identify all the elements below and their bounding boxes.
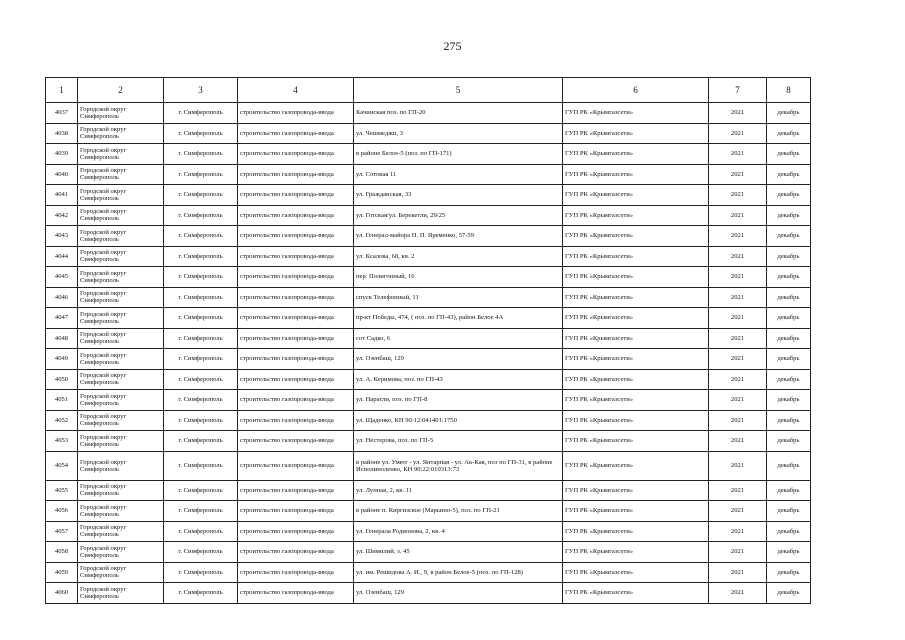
year-cell: 2021 [709, 583, 767, 604]
organization-cell: ГУП РК «Крымгазсети» [563, 451, 709, 480]
month-cell: декабрь [767, 542, 811, 563]
work-type-cell: строительство газопровода-ввода [238, 410, 354, 431]
address-cell: ул. Лунная, 2, кв. 11 [354, 480, 563, 501]
work-type-cell: строительство газопровода-ввода [238, 308, 354, 329]
address-cell: ул. Щаденко, КН 90:12:041401:1750 [354, 410, 563, 431]
month-cell: декабрь [767, 205, 811, 226]
work-type-cell: строительство газопровода-ввода [238, 369, 354, 390]
organization-cell: ГУП РК «Крымгазсети» [563, 583, 709, 604]
city-cell: г. Симферополь [164, 267, 238, 288]
year-cell: 2021 [709, 480, 767, 501]
organization-cell: ГУП РК «Крымгазсети» [563, 144, 709, 165]
city-cell: г. Симферополь [164, 226, 238, 247]
year-cell: 2021 [709, 349, 767, 370]
address-cell: ул. Генерала Родионова, 2, кв. 4 [354, 521, 563, 542]
month-cell: декабрь [767, 328, 811, 349]
row-number-cell: 4048 [46, 328, 78, 349]
year-cell: 2021 [709, 390, 767, 411]
organization-cell: ГУП РК «Крымгазсети» [563, 185, 709, 206]
month-cell: декабрь [767, 144, 811, 165]
month-cell: декабрь [767, 521, 811, 542]
work-type-cell: строительство газопровода-ввода [238, 390, 354, 411]
district-cell: Городской округ Симферополь [78, 164, 164, 185]
year-cell: 2021 [709, 308, 767, 329]
city-cell: г. Симферополь [164, 583, 238, 604]
organization-cell: ГУП РК «Крымгазсети» [563, 410, 709, 431]
column-header: 8 [767, 78, 811, 103]
table-row [46, 390, 811, 411]
table-row [46, 583, 811, 604]
row-number-cell: 4047 [46, 308, 78, 329]
table-row [46, 431, 811, 452]
column-header: 6 [563, 78, 709, 103]
city-cell: г. Симферополь [164, 185, 238, 206]
district-cell: Городской округ Симферополь [78, 123, 164, 144]
year-cell: 2021 [709, 431, 767, 452]
district-cell: Городской округ Симферополь [78, 308, 164, 329]
header-row [46, 78, 811, 103]
organization-cell: ГУП РК «Крымгазсети» [563, 267, 709, 288]
work-type-cell: строительство газопровода-ввода [238, 185, 354, 206]
address-cell: спуск Телефонный, 11 [354, 287, 563, 308]
column-header: 1 [46, 78, 78, 103]
district-cell: Городской округ Симферополь [78, 390, 164, 411]
district-cell: Городской округ Симферополь [78, 480, 164, 501]
row-number-cell: 4054 [46, 451, 78, 480]
table-row [46, 521, 811, 542]
organization-cell: ГУП РК «Крымгазсети» [563, 521, 709, 542]
table-row [46, 123, 811, 144]
page-number: 275 [443, 39, 462, 53]
row-number-cell: 4039 [46, 144, 78, 165]
column-header: 2 [78, 78, 164, 103]
month-cell: декабрь [767, 410, 811, 431]
row-number-cell: 4050 [46, 369, 78, 390]
work-type-cell: строительство газопровода-ввода [238, 349, 354, 370]
row-number-cell: 4045 [46, 267, 78, 288]
month-cell: декабрь [767, 431, 811, 452]
address-cell: ул. Озенбаш, 129 [354, 349, 563, 370]
district-cell: Городской округ Симферополь [78, 287, 164, 308]
row-number-cell: 4043 [46, 226, 78, 247]
city-cell: г. Симферополь [164, 369, 238, 390]
row-number-cell: 4041 [46, 185, 78, 206]
year-cell: 2021 [709, 226, 767, 247]
table-row [46, 246, 811, 267]
month-cell: декабрь [767, 562, 811, 583]
register-table [45, 77, 811, 604]
city-cell: г. Симферополь [164, 390, 238, 411]
row-number-cell: 4052 [46, 410, 78, 431]
district-cell: Городской округ Симферополь [78, 521, 164, 542]
row-number-cell: 4059 [46, 562, 78, 583]
month-cell: декабрь [767, 123, 811, 144]
district-cell: Городской округ Симферополь [78, 328, 164, 349]
city-cell: г. Симферополь [164, 246, 238, 267]
work-type-cell: строительство газопровода-ввода [238, 521, 354, 542]
year-cell: 2021 [709, 144, 767, 165]
table-row [46, 369, 811, 390]
organization-cell: ГУП РК «Крымгазсети» [563, 501, 709, 522]
table-row [46, 328, 811, 349]
row-number-cell: 4046 [46, 287, 78, 308]
row-number-cell: 4051 [46, 390, 78, 411]
district-cell: Городской округ Симферополь [78, 226, 164, 247]
table-row [46, 542, 811, 563]
address-cell: в районе ул. Умют - ул. Янтарная - ул. Ак-Кая, поз по ГП-31, в районе Исполиноленко, КН 90:22:010313:73 [354, 451, 563, 480]
district-cell: Городской округ Симферополь [78, 562, 164, 583]
table-row [46, 501, 811, 522]
table-row [46, 205, 811, 226]
city-cell: г. Симферополь [164, 123, 238, 144]
year-cell: 2021 [709, 501, 767, 522]
city-cell: г. Симферополь [164, 144, 238, 165]
district-cell: Городской округ Симферополь [78, 451, 164, 480]
row-number-cell: 4055 [46, 480, 78, 501]
city-cell: г. Симферополь [164, 349, 238, 370]
city-cell: г. Симферополь [164, 521, 238, 542]
address-cell: ул. Генерал-майора П. П. Яременко, 57-59 [354, 226, 563, 247]
city-cell: г. Симферополь [164, 501, 238, 522]
city-cell: г. Симферополь [164, 103, 238, 124]
organization-cell: ГУП РК «Крымгазсети» [563, 431, 709, 452]
address-cell: ул. Ксалова, 68, кв. 2 [354, 246, 563, 267]
row-number-cell: 4037 [46, 103, 78, 124]
district-cell: Городской округ Симферополь [78, 431, 164, 452]
organization-cell: ГУП РК «Крымгазсети» [563, 287, 709, 308]
address-cell: ул. Гражданская, 33 [354, 185, 563, 206]
organization-cell: ГУП РК «Крымгазсети» [563, 246, 709, 267]
row-number-cell: 4038 [46, 123, 78, 144]
row-number-cell: 4044 [46, 246, 78, 267]
work-type-cell: строительство газопровода-ввода [238, 328, 354, 349]
organization-cell: ГУП РК «Крымгазсети» [563, 308, 709, 329]
work-type-cell: строительство газопровода-ввода [238, 123, 354, 144]
year-cell: 2021 [709, 267, 767, 288]
year-cell: 2021 [709, 103, 767, 124]
address-cell: ул. им. Решидова А. И., 9, в район Белое-5 (поз. по ГП-128) [354, 562, 563, 583]
district-cell: Городской округ Симферополь [78, 205, 164, 226]
district-cell: Городской округ Симферополь [78, 267, 164, 288]
organization-cell: ГУП РК «Крымгазсети» [563, 103, 709, 124]
work-type-cell: строительство газопровода-ввода [238, 451, 354, 480]
address-cell: в районе Белое-5 (поз. по ГП-171) [354, 144, 563, 165]
district-cell: Городской округ Симферополь [78, 410, 164, 431]
work-type-cell: строительство газопровода-ввода [238, 431, 354, 452]
district-cell: Городской округ Симферополь [78, 185, 164, 206]
year-cell: 2021 [709, 246, 767, 267]
year-cell: 2021 [709, 123, 767, 144]
year-cell: 2021 [709, 287, 767, 308]
organization-cell: ГУП РК «Крымгазсети» [563, 542, 709, 563]
month-cell: декабрь [767, 185, 811, 206]
table-row [46, 451, 811, 480]
city-cell: г. Симферополь [164, 410, 238, 431]
city-cell: г. Симферополь [164, 451, 238, 480]
work-type-cell: строительство газопровода-ввода [238, 103, 354, 124]
work-type-cell: строительство газопровода-ввода [238, 480, 354, 501]
address-cell: Качинская поз. по ГП-20 [354, 103, 563, 124]
month-cell: декабрь [767, 287, 811, 308]
city-cell: г. Симферополь [164, 287, 238, 308]
table-body [46, 103, 811, 604]
address-cell: пр-кт Победы, 474, ( поз. по ГП-43), район Белое 4А [354, 308, 563, 329]
year-cell: 2021 [709, 451, 767, 480]
organization-cell: ГУП РК «Крымгазсети» [563, 369, 709, 390]
work-type-cell: строительство газопровода-ввода [238, 144, 354, 165]
table-row [46, 185, 811, 206]
year-cell: 2021 [709, 521, 767, 542]
column-header: 7 [709, 78, 767, 103]
city-cell: г. Симферополь [164, 328, 238, 349]
organization-cell: ГУП РК «Крымгазсети» [563, 562, 709, 583]
address-cell: ул. Озенбаш, 129 [354, 583, 563, 604]
table-row [46, 349, 811, 370]
table-row [46, 226, 811, 247]
district-cell: Городской округ Симферополь [78, 542, 164, 563]
month-cell: декабрь [767, 480, 811, 501]
month-cell: декабрь [767, 267, 811, 288]
organization-cell: ГУП РК «Крымгазсети» [563, 328, 709, 349]
work-type-cell: строительство газопровода-ввода [238, 501, 354, 522]
month-cell: декабрь [767, 246, 811, 267]
table-row [46, 267, 811, 288]
row-number-cell: 4056 [46, 501, 78, 522]
work-type-cell: строительство газопровода-ввода [238, 583, 354, 604]
address-cell: в районе п. Киргизское (Марьино-5), поз. по ГП-21 [354, 501, 563, 522]
city-cell: г. Симферополь [164, 308, 238, 329]
year-cell: 2021 [709, 164, 767, 185]
district-cell: Городской округ Симферополь [78, 246, 164, 267]
city-cell: г. Симферополь [164, 164, 238, 185]
district-cell: Городской округ Симферополь [78, 349, 164, 370]
month-cell: декабрь [767, 451, 811, 480]
year-cell: 2021 [709, 542, 767, 563]
row-number-cell: 4040 [46, 164, 78, 185]
row-number-cell: 4058 [46, 542, 78, 563]
column-header: 4 [238, 78, 354, 103]
city-cell: г. Симферополь [164, 562, 238, 583]
organization-cell: ГУП РК «Крымгазсети» [563, 205, 709, 226]
row-number-cell: 4049 [46, 349, 78, 370]
work-type-cell: строительство газопровода-ввода [238, 287, 354, 308]
work-type-cell: строительство газопровода-ввода [238, 542, 354, 563]
table-row [46, 144, 811, 165]
month-cell: декабрь [767, 226, 811, 247]
year-cell: 2021 [709, 410, 767, 431]
table-row [46, 562, 811, 583]
organization-cell: ГУП РК «Крымгазсети» [563, 226, 709, 247]
month-cell: декабрь [767, 390, 811, 411]
month-cell: декабрь [767, 308, 811, 329]
table-row [46, 480, 811, 501]
month-cell: декабрь [767, 103, 811, 124]
address-cell: пер. Полигонный, 16 [354, 267, 563, 288]
year-cell: 2021 [709, 205, 767, 226]
district-cell: Городской округ Симферополь [78, 144, 164, 165]
row-number-cell: 4053 [46, 431, 78, 452]
work-type-cell: строительство газопровода-ввода [238, 267, 354, 288]
district-cell: Городской округ Симферополь [78, 103, 164, 124]
month-cell: декабрь [767, 501, 811, 522]
month-cell: декабрь [767, 164, 811, 185]
address-cell: ул. Нестерова, поз. по ГП-5 [354, 431, 563, 452]
table-row [46, 287, 811, 308]
city-cell: г. Симферополь [164, 205, 238, 226]
address-cell: ул. Готская/ул. Берекетли, 29/25 [354, 205, 563, 226]
work-type-cell: строительство газопровода-ввода [238, 226, 354, 247]
month-cell: декабрь [767, 583, 811, 604]
address-cell: ул. Наратли, поз. по ГП-8 [354, 390, 563, 411]
address-cell: ул. Шимилий, з. 45 [354, 542, 563, 563]
row-number-cell: 4057 [46, 521, 78, 542]
city-cell: г. Симферополь [164, 480, 238, 501]
month-cell: декабрь [767, 369, 811, 390]
year-cell: 2021 [709, 328, 767, 349]
address-cell: ул. А. Керимова, поз. по ГП-43 [354, 369, 563, 390]
district-cell: Городской округ Симферополь [78, 369, 164, 390]
table-row [46, 164, 811, 185]
row-number-cell: 4042 [46, 205, 78, 226]
address-cell: сот Садко, 6 [354, 328, 563, 349]
month-cell: декабрь [767, 349, 811, 370]
organization-cell: ГУП РК «Крымгазсети» [563, 480, 709, 501]
table-row [46, 308, 811, 329]
district-cell: Городской округ Симферополь [78, 583, 164, 604]
column-header: 3 [164, 78, 238, 103]
address-cell: ул. Сотовая 11 [354, 164, 563, 185]
organization-cell: ГУП РК «Крымгазсети» [563, 123, 709, 144]
year-cell: 2021 [709, 562, 767, 583]
table-row [46, 410, 811, 431]
address-cell: ул. Чешмеджи, 3 [354, 123, 563, 144]
city-cell: г. Симферополь [164, 542, 238, 563]
organization-cell: ГУП РК «Крымгазсети» [563, 349, 709, 370]
district-cell: Городской округ Симферополь [78, 501, 164, 522]
year-cell: 2021 [709, 185, 767, 206]
organization-cell: ГУП РК «Крымгазсети» [563, 164, 709, 185]
organization-cell: ГУП РК «Крымгазсети» [563, 390, 709, 411]
table-header [46, 78, 811, 103]
column-header: 5 [354, 78, 563, 103]
work-type-cell: строительство газопровода-ввода [238, 205, 354, 226]
work-type-cell: строительство газопровода-ввода [238, 164, 354, 185]
work-type-cell: строительство газопровода-ввода [238, 246, 354, 267]
row-number-cell: 4060 [46, 583, 78, 604]
city-cell: г. Симферополь [164, 431, 238, 452]
table-row [46, 103, 811, 124]
year-cell: 2021 [709, 369, 767, 390]
work-type-cell: строительство газопровода-ввода [238, 562, 354, 583]
